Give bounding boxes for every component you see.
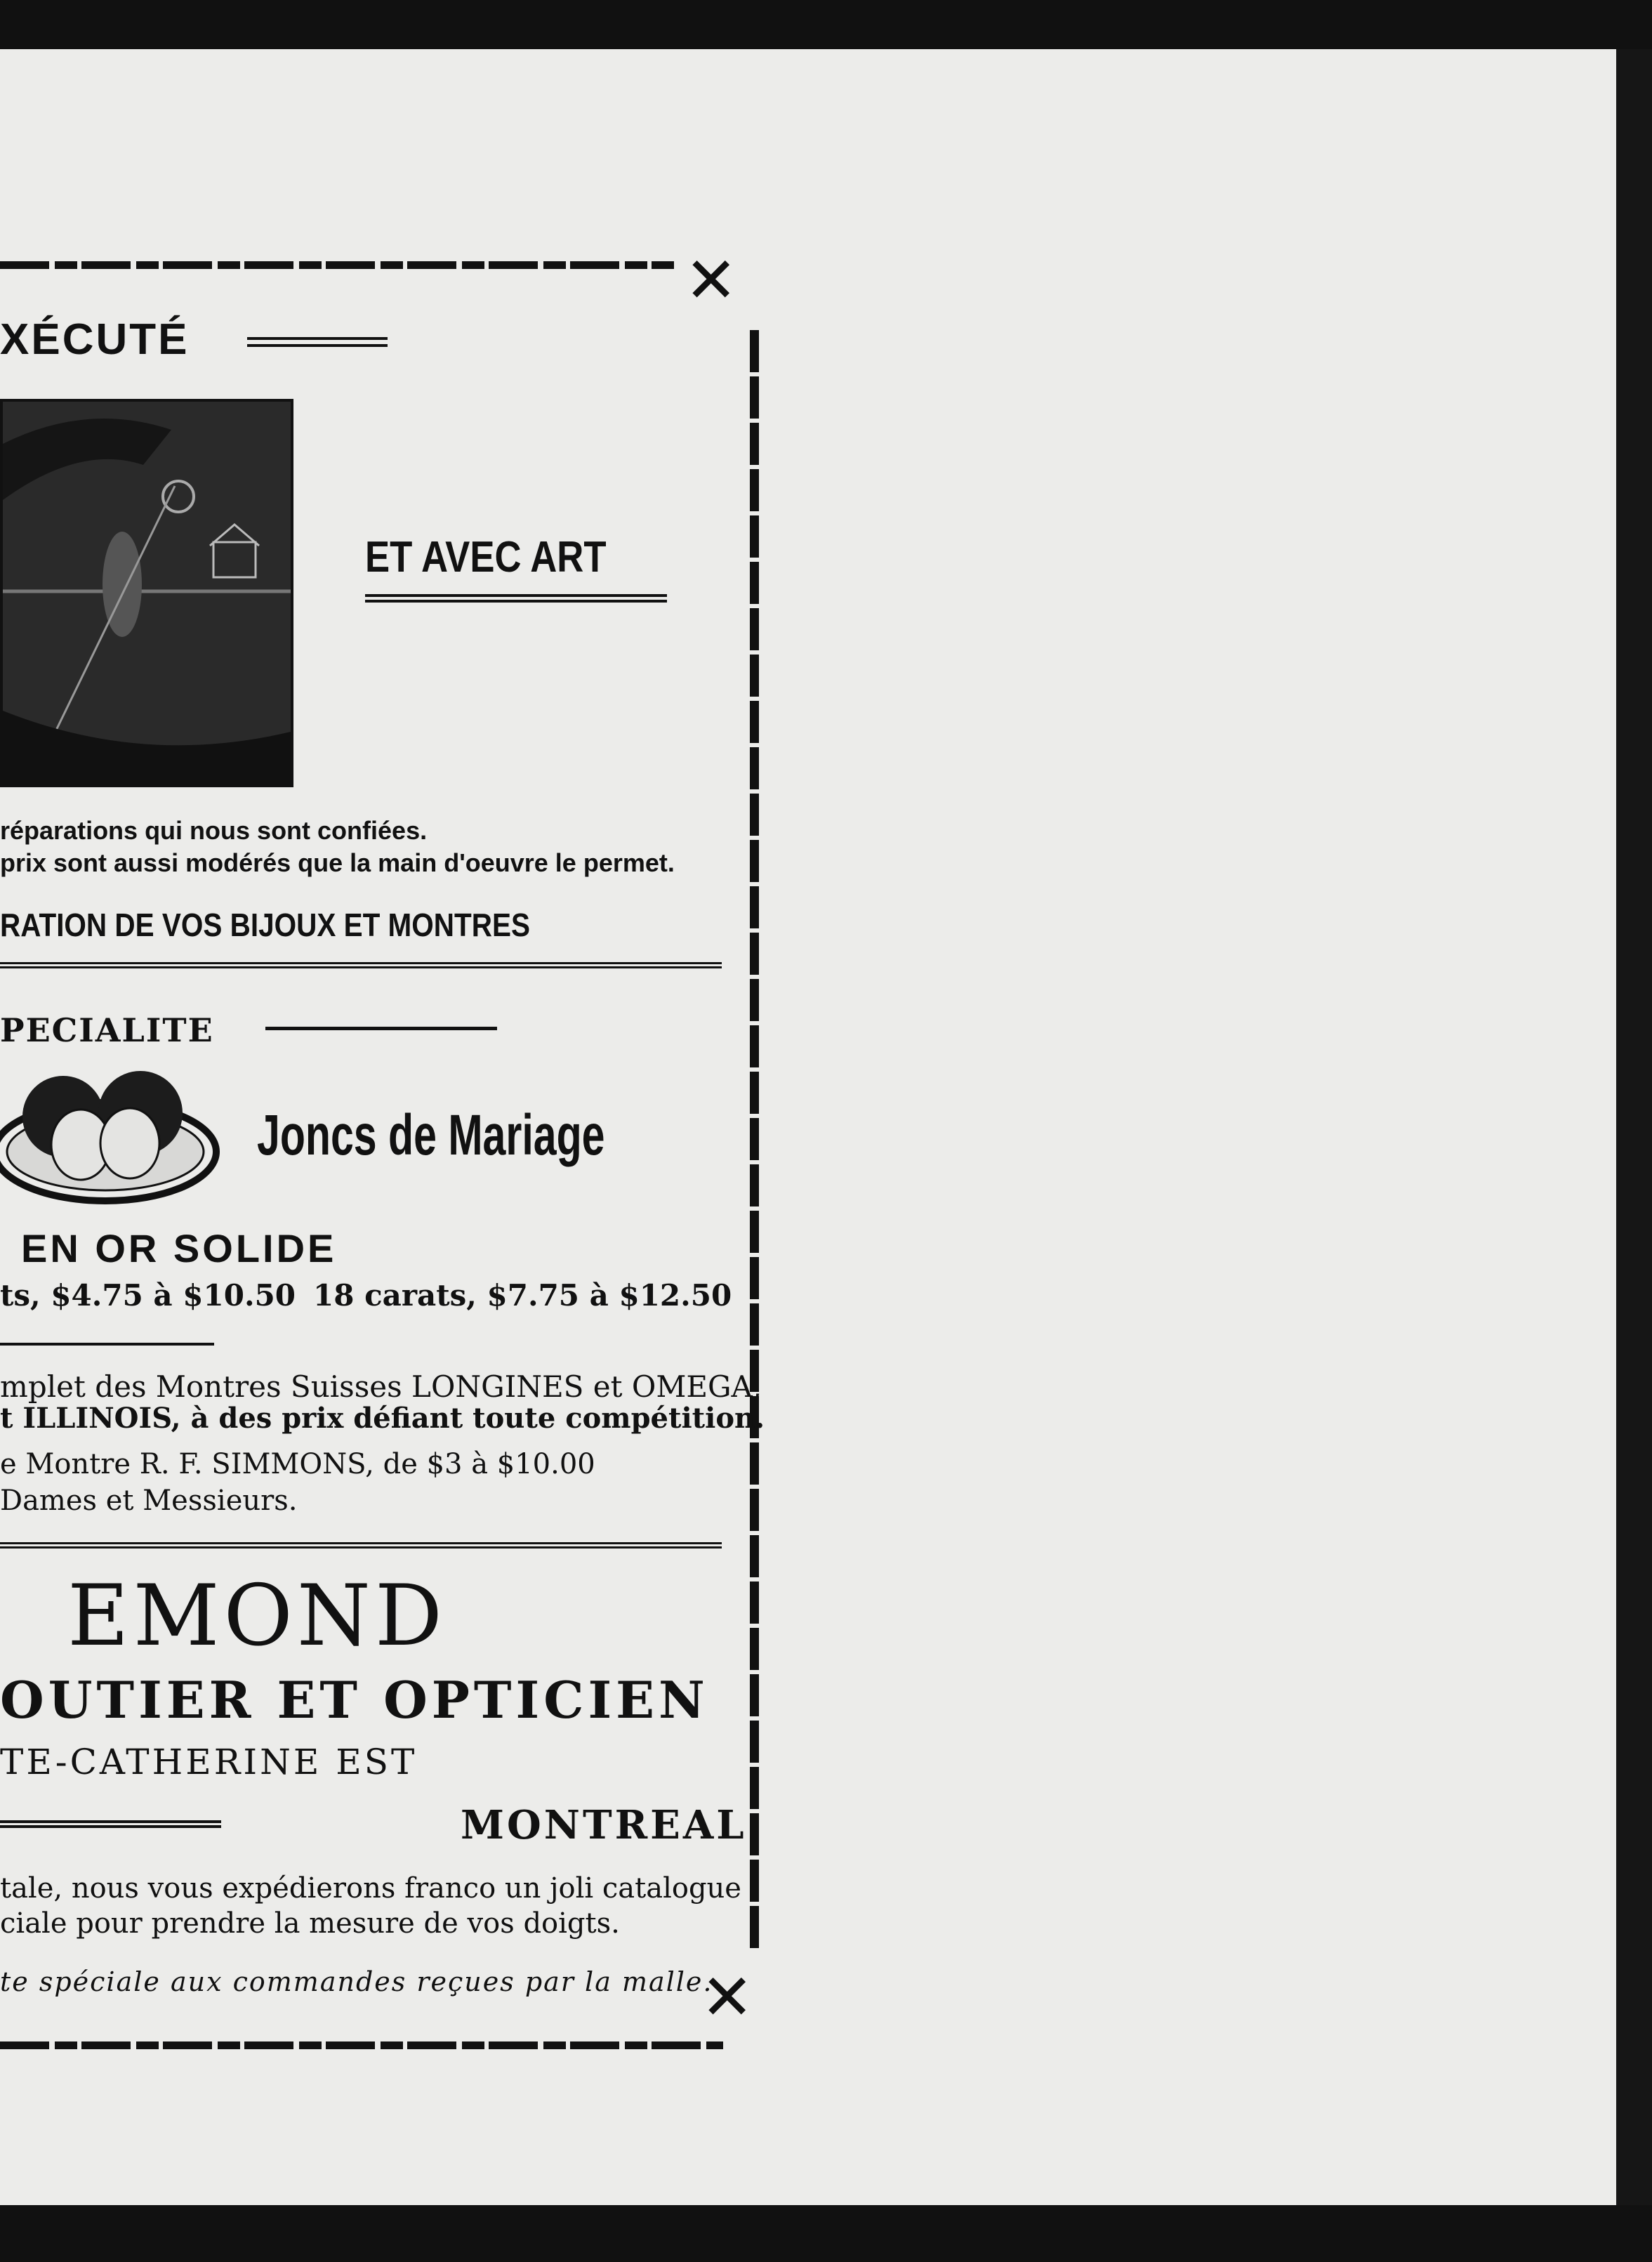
price-18k <box>313 1278 732 1313</box>
repairs-line-1: réparations qui nous sont confiées. <box>0 816 428 845</box>
catalogue-line-2: ciale pour prendre la mesure de vos doigts. <box>0 1907 620 1940</box>
page-edge-shadow <box>1616 49 1652 2205</box>
section-divider-1 <box>0 962 722 968</box>
business-name: EMOND <box>67 1567 447 1665</box>
price-rule <box>0 1343 214 1346</box>
speciality-rule <box>265 1027 497 1030</box>
section-divider-2 <box>0 1542 722 1548</box>
watches-line-2: t ILLINOIS, à des prix défiant toute compétition. <box>0 1402 765 1435</box>
couple-in-ring-image <box>0 1067 225 1208</box>
price-14k-prefix: ts, <box>0 1278 41 1313</box>
rings-illustration <box>0 1067 225 1208</box>
header-executed: XÉCUTÉ <box>0 315 190 364</box>
price-14k <box>0 1278 296 1313</box>
repairs-line-2: prix sont aussi modérés que la main d'oeuvre le permet. <box>0 848 675 877</box>
simmons-line-2: Dames et Messieurs. <box>0 1485 298 1517</box>
solid-gold: EN OR SOLIDE <box>21 1226 337 1270</box>
street-address: TE-CATHERINE EST <box>0 1742 418 1782</box>
price-18k-label: 18 carats, <box>313 1278 477 1313</box>
art-label: ET AVEC ART <box>365 533 607 581</box>
price-14k-range: $4.75 à $10.50 <box>51 1278 296 1313</box>
rings-title: Joncs de Mariage <box>257 1103 605 1167</box>
corner-ornament-bottom: ✕ <box>701 1961 754 2034</box>
speciality-heading: PECIALITE <box>0 1011 214 1049</box>
corner-ornament-top: ✕ <box>685 244 738 317</box>
illustration-drawing <box>3 402 291 784</box>
mail-orders-note: te spéciale aux commandes reçues par la malle. <box>0 1966 713 1997</box>
repair-banner: RATION DE VOS BIJOUX ET MONTRES <box>0 907 530 943</box>
border-bottom <box>0 2041 723 2049</box>
art-underline <box>365 594 667 603</box>
city: MONTREAL <box>461 1802 747 1848</box>
illustration <box>0 399 293 787</box>
address-rule <box>0 1820 221 1828</box>
catalogue-line-1: tale, nous vous expédierons franco un joli catalogue <box>0 1872 741 1905</box>
business-trade: OUTIER ET OPTICIEN <box>0 1670 709 1730</box>
simmons-line-1: e Montre R. F. SIMMONS, de $3 à $10.00 <box>0 1448 595 1480</box>
price-18k-range: $7.75 à $12.50 <box>487 1278 732 1313</box>
header-rule <box>247 337 388 347</box>
watches-line-1: mplet des Montres Suisses LONGINES et OMEGA, <box>0 1369 762 1404</box>
border-top <box>0 261 674 269</box>
border-right <box>750 330 759 1952</box>
